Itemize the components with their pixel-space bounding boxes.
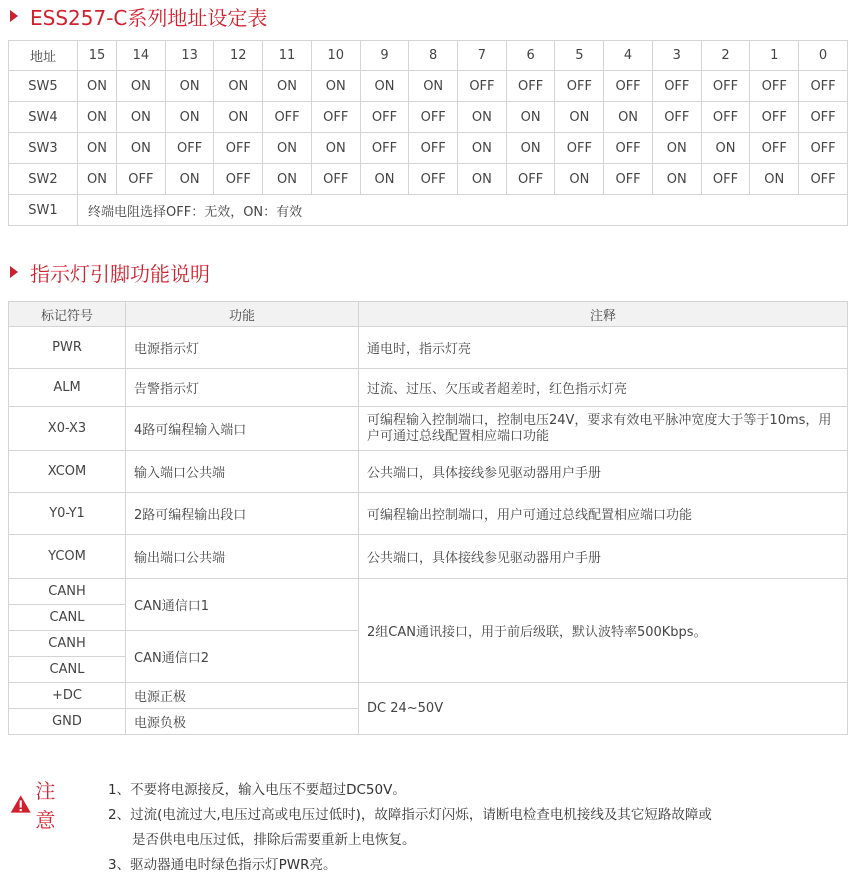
switch-value: OFF xyxy=(701,102,750,133)
table-row xyxy=(9,164,848,195)
bit-header: 5 xyxy=(555,41,604,71)
pin-note: 通电时，指示灯亮 xyxy=(359,327,848,369)
bit-header: 1 xyxy=(750,41,799,71)
bit-header: 4 xyxy=(604,41,653,71)
switch-label: SW3 xyxy=(9,133,78,164)
switch-value: OFF xyxy=(409,102,458,133)
bit-header: 14 xyxy=(117,41,166,71)
switch-value: ON xyxy=(78,164,117,195)
bit-header: 15 xyxy=(78,41,117,71)
switch-value: ON xyxy=(652,164,701,195)
switch-value: ON xyxy=(360,164,409,195)
pin-symbol: X0-X3 xyxy=(9,407,126,451)
pin-function: 输出端口公共端 xyxy=(126,535,359,579)
pin-function: 告警指示灯 xyxy=(126,369,359,407)
switch-value: OFF xyxy=(604,164,653,195)
table-row xyxy=(9,683,848,709)
switch-value: ON xyxy=(78,102,117,133)
switch-value: OFF xyxy=(799,133,848,164)
switch-value: ON xyxy=(165,102,214,133)
table-row xyxy=(9,579,848,605)
notice-header xyxy=(10,775,64,833)
bit-header: 2 xyxy=(701,41,750,71)
bit-header: 7 xyxy=(458,41,507,71)
pin-symbol: +DC xyxy=(9,683,126,709)
pin-symbol: GND xyxy=(9,709,126,735)
switch-value: ON xyxy=(652,133,701,164)
switch-value: ON xyxy=(263,164,312,195)
pin-symbol: PWR xyxy=(9,327,126,369)
switch-value: OFF xyxy=(263,102,312,133)
switch-value: OFF xyxy=(750,71,799,102)
header-note: 注释 xyxy=(359,302,848,327)
switch-value: OFF xyxy=(409,164,458,195)
switch-value: OFF xyxy=(506,71,555,102)
pin-table xyxy=(8,301,848,735)
switch-value: OFF xyxy=(750,102,799,133)
bit-header: 0 xyxy=(799,41,848,71)
table-row xyxy=(9,535,848,579)
switch-value: ON xyxy=(604,102,653,133)
switch-value: ON xyxy=(165,164,214,195)
pin-symbol: XCOM xyxy=(9,451,126,493)
switch-value: OFF xyxy=(311,164,360,195)
pin-symbol: CANH xyxy=(9,579,126,605)
notice-item: 3、驱动器通电时绿色指示灯PWR亮。 xyxy=(108,857,337,873)
switch-value: OFF xyxy=(701,71,750,102)
bit-header: 13 xyxy=(165,41,214,71)
switch-value: OFF xyxy=(555,133,604,164)
warning-icon xyxy=(10,791,31,817)
switch-label: SW5 xyxy=(9,71,78,102)
bit-header: 10 xyxy=(311,41,360,71)
pin-symbol: CANL xyxy=(9,657,126,683)
switch-value: ON xyxy=(555,164,604,195)
switch-value: ON xyxy=(311,133,360,164)
address-section-title xyxy=(10,2,267,30)
switch-value: ON xyxy=(458,164,507,195)
pin-function: 电源负极 xyxy=(126,709,359,735)
switch-value: OFF xyxy=(165,133,214,164)
header-function: 功能 xyxy=(126,302,359,327)
switch-value: OFF xyxy=(604,133,653,164)
pin-note: 公共端口，具体接线参见驱动器用户手册 xyxy=(359,451,848,493)
pin-note: 可编程输入控制端口，控制电压24V，要求有效电平脉冲宽度大于等于10ms，用户可通过总线配置相应端口功能 xyxy=(359,407,848,451)
switch-value: ON xyxy=(117,102,166,133)
switch-value: ON xyxy=(750,164,799,195)
pin-note: 2组CAN通讯接口，用于前后级联，默认波特率500Kbps。 xyxy=(359,579,848,683)
pin-function: 2路可编程输出段口 xyxy=(126,493,359,535)
address-header-row xyxy=(9,41,848,71)
pin-note: 可编程输出控制端口，用户可通过总线配置相应端口功能 xyxy=(359,493,848,535)
table-row xyxy=(9,327,848,369)
table-row xyxy=(9,369,848,407)
switch-value: ON xyxy=(458,133,507,164)
address-table xyxy=(8,40,848,226)
switch-value: OFF xyxy=(555,71,604,102)
switch-value: ON xyxy=(311,71,360,102)
pin-function: 4路可编程输入端口 xyxy=(126,407,359,451)
pin-function: CAN通信口1 xyxy=(126,579,359,631)
bit-header: 6 xyxy=(506,41,555,71)
header-symbol: 标记符号 xyxy=(9,302,126,327)
bit-header: 12 xyxy=(214,41,263,71)
switch-value: ON xyxy=(214,71,263,102)
notice-item: 1、不要将电源接反，输入电压不要超过DC50V。 xyxy=(108,782,406,798)
switch-value: ON xyxy=(165,71,214,102)
switch-value: OFF xyxy=(360,102,409,133)
switch-value: ON xyxy=(78,133,117,164)
bit-header: 3 xyxy=(652,41,701,71)
switch-label: SW4 xyxy=(9,102,78,133)
triangle-bullet-icon xyxy=(10,10,18,22)
switch-value: OFF xyxy=(360,133,409,164)
switch-value: OFF xyxy=(701,164,750,195)
switch-value: ON xyxy=(555,102,604,133)
switch-value: OFF xyxy=(799,102,848,133)
switch-value: ON xyxy=(263,71,312,102)
switch-value: ON xyxy=(117,71,166,102)
pin-function: 电源指示灯 xyxy=(126,327,359,369)
switch-value: OFF xyxy=(214,164,263,195)
pin-section-title xyxy=(10,258,210,286)
table-row xyxy=(9,102,848,133)
pin-function: 输入端口公共端 xyxy=(126,451,359,493)
pin-symbol: CANL xyxy=(9,605,126,631)
switch-value: ON xyxy=(458,102,507,133)
bit-header: 8 xyxy=(409,41,458,71)
pin-note: DC 24~50V xyxy=(359,683,848,735)
notice-item: 2、过流(电流过大,电压过高或电压过低时)，故障指示灯闪烁，请断电检查电机接线及其它短路故障或 xyxy=(108,807,712,823)
table-row xyxy=(9,195,848,226)
pin-table-header xyxy=(9,302,848,327)
switch-value: OFF xyxy=(750,133,799,164)
address-header-label: 地址 xyxy=(9,41,78,71)
switch-value: OFF xyxy=(214,133,263,164)
switch-value: ON xyxy=(360,71,409,102)
table-row xyxy=(9,133,848,164)
sw1-note: 终端电阻选择OFF：无效，ON：有效 xyxy=(78,195,848,226)
table-row xyxy=(9,451,848,493)
bit-header: 9 xyxy=(360,41,409,71)
notice-label: 注意 xyxy=(35,779,56,832)
switch-value: ON xyxy=(409,71,458,102)
triangle-bullet-icon xyxy=(10,266,18,278)
pin-symbol: CANH xyxy=(9,631,126,657)
switch-value: OFF xyxy=(409,133,458,164)
switch-label: SW1 xyxy=(9,195,78,226)
switch-value: OFF xyxy=(604,71,653,102)
pin-symbol: YCOM xyxy=(9,535,126,579)
switch-value: OFF xyxy=(652,71,701,102)
table-row xyxy=(9,71,848,102)
pin-note: 公共端口，具体接线参见驱动器用户手册 xyxy=(359,535,848,579)
switch-value: OFF xyxy=(117,164,166,195)
switch-value: ON xyxy=(701,133,750,164)
switch-value: OFF xyxy=(311,102,360,133)
switch-value: OFF xyxy=(799,164,848,195)
pin-function: CAN通信口2 xyxy=(126,631,359,683)
pin-title-text: 指示灯引脚功能说明 xyxy=(30,261,210,286)
pin-function: 电源正极 xyxy=(126,683,359,709)
switch-value: ON xyxy=(263,133,312,164)
switch-value: ON xyxy=(506,133,555,164)
pin-symbol: ALM xyxy=(9,369,126,407)
switch-label: SW2 xyxy=(9,164,78,195)
switch-value: ON xyxy=(214,102,263,133)
switch-value: OFF xyxy=(506,164,555,195)
table-row xyxy=(9,493,848,535)
pin-symbol: Y0-Y1 xyxy=(9,493,126,535)
switch-value: OFF xyxy=(458,71,507,102)
switch-value: OFF xyxy=(799,71,848,102)
address-title-text: ESS257-C系列地址设定表 xyxy=(30,5,268,30)
pin-note: 过流、过压、欠压或者超差时，红色指示灯亮 xyxy=(359,369,848,407)
notice-list xyxy=(108,778,828,878)
switch-value: ON xyxy=(78,71,117,102)
switch-value: ON xyxy=(506,102,555,133)
switch-value: ON xyxy=(117,133,166,164)
switch-value: OFF xyxy=(652,102,701,133)
table-row xyxy=(9,407,848,451)
notice-item-continuation: 是否供电电压过低，排除后需要重新上电恢复。 xyxy=(132,832,416,848)
bit-header: 11 xyxy=(263,41,312,71)
